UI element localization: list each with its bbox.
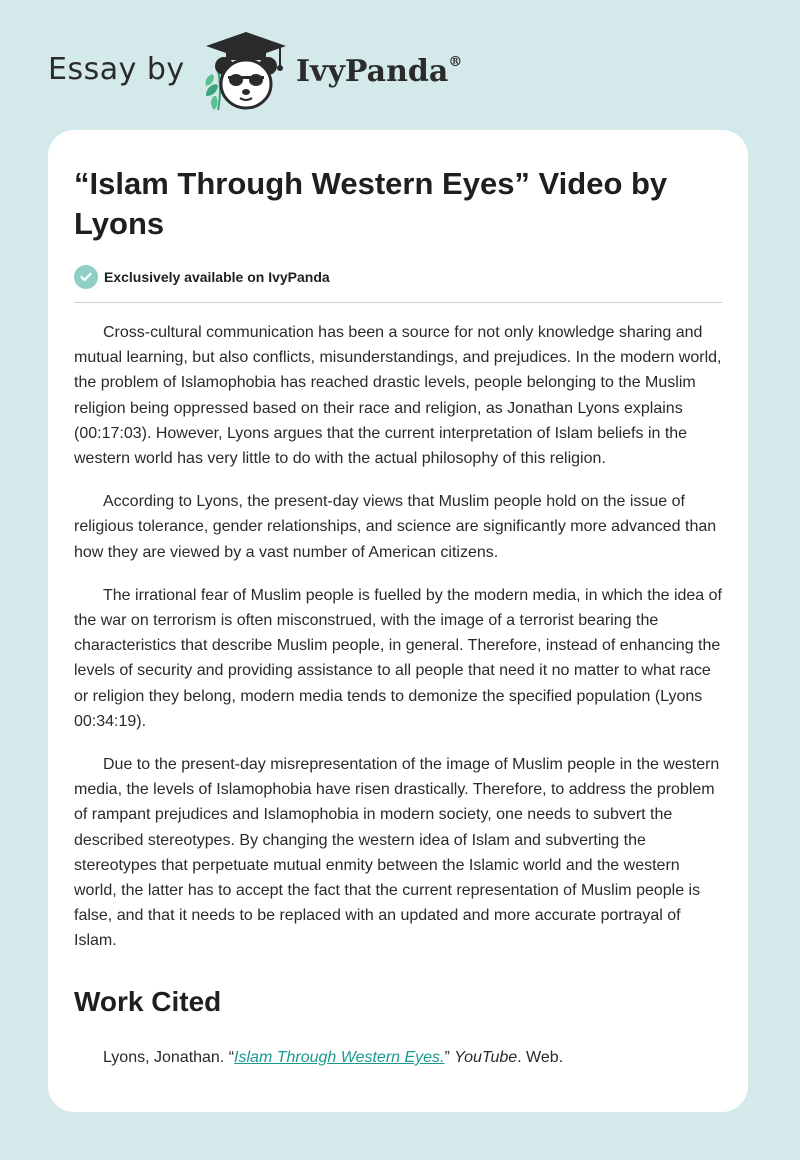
citation-after-link: ” bbox=[444, 1049, 455, 1066]
essay-by-label: Essay by bbox=[48, 52, 185, 87]
registered-mark: ® bbox=[448, 54, 463, 70]
citation-medium: . Web. bbox=[517, 1049, 564, 1066]
divider bbox=[74, 302, 722, 303]
brand-name-text: IvyPanda bbox=[296, 54, 449, 89]
paragraph: Cross-cultural communication has been a source for not only knowledge sharing and mutual learning, but also conflicts, misunderstandings, and prejudices. In the modern world, the problem of Islamophobia has reached drastic levels, people belonging to the Muslim religion being oppressed based on their race and religion, as Jonathan Lyons explains (00:17:03). However, Lyons argues that the current interpretation of Islam beliefs in the western world has very little to do with the actual philosophy of this religion. bbox=[74, 324, 722, 468]
paragraph: According to Lyons, the present-day views that Muslim people hold on the issue of religious tolerance, gender relationships, and science are significantly more advanced than how they are viewed by a vast number of American citizens. bbox=[74, 493, 717, 561]
exclusive-badge-label: Exclusively available on IvyPanda bbox=[104, 269, 330, 285]
citation-publisher: YouTube bbox=[454, 1049, 518, 1066]
site-header bbox=[0, 0, 800, 120]
citation-link[interactable]: Islam Through Western Eyes. bbox=[234, 1049, 445, 1066]
panda-logo-icon[interactable] bbox=[198, 30, 294, 112]
brand-name[interactable] bbox=[296, 54, 462, 89]
exclusive-badge bbox=[74, 264, 330, 290]
check-circle-icon bbox=[74, 265, 98, 289]
paragraph: The irrational fear of Muslim people is fuelled by the modern media, in which the idea of the war on terrorism is often misconstrued, with the image of a terrorist bearing the characteristics that describe Muslim people, in general. Therefore, instead of enhancing the levels of security and providing assistance to all people that need it no matter to what race or religion they belong, modern media tends to demonize the specified population (Lyons 00:34:19). bbox=[74, 586, 722, 730]
essay-body bbox=[74, 320, 724, 972]
page-title: “Islam Through Western Eyes” Video by Lyons bbox=[74, 166, 668, 241]
essay-card bbox=[48, 130, 748, 1112]
works-cited-heading: Work Cited bbox=[74, 986, 222, 1017]
citation-author: Lyons, Jonathan. “ bbox=[103, 1049, 235, 1066]
citation bbox=[103, 1046, 563, 1070]
paragraph: Due to the present-day misrepresentation of the image of Muslim people in the western media, the levels of Islamophobia have risen drastically. Therefore, to address the problem of rampant prejudices and Islamophobia in modern society, one needs to subvert the described stereotypes. By changing the western idea of Islam and subverting the stereotypes that perpetuate mutual enmity between the Islamic world and the western world, the latter has to accept the fact that the current representation of Muslim people is false, and that it needs to be replaced with an updated and more accurate portrayal of Islam. bbox=[74, 756, 720, 950]
